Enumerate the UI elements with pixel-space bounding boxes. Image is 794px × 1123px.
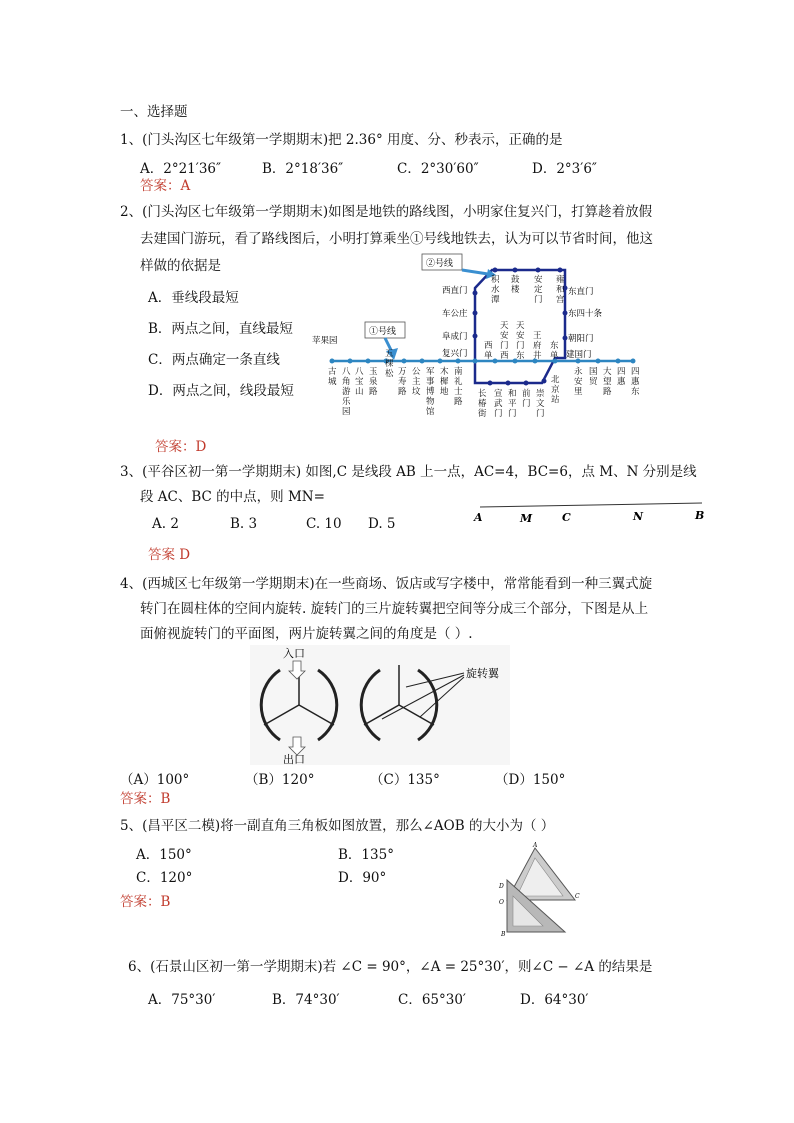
q1-option-a: A．2°21′36″ (140, 161, 222, 177)
q1-option-c: C．2°30′60″ (397, 161, 479, 177)
station-fuxingmen: 复兴门 (442, 349, 468, 359)
svg-text:贸: 贸 (589, 377, 598, 387)
svg-text:礼: 礼 (454, 377, 463, 387)
svg-text:永: 永 (574, 367, 583, 377)
section-title: 一、选择题 (120, 104, 188, 120)
svg-text:楼: 楼 (511, 285, 520, 295)
q5-option-b: B．135° (338, 847, 394, 863)
svg-text:椿: 椿 (478, 399, 487, 409)
q1-option-b: B．2°18′36″ (262, 161, 344, 177)
svg-text:木: 木 (440, 367, 449, 377)
svg-text:西: 西 (484, 341, 493, 351)
svg-text:士: 士 (454, 387, 463, 397)
q1-answer: 答案：A (140, 178, 191, 194)
q6-option-c: C．65°30′ (398, 992, 467, 1008)
svg-text:大: 大 (603, 367, 612, 377)
q3-option-d: D. 5 (368, 516, 396, 532)
svg-text:武: 武 (494, 399, 503, 409)
station-jianguomen: 建国门 (566, 350, 592, 360)
svg-text:泉: 泉 (369, 377, 378, 387)
svg-text:惠: 惠 (631, 377, 640, 387)
svg-text:城: 城 (328, 377, 337, 387)
svg-text:万: 万 (398, 367, 407, 377)
svg-text:坟: 坟 (412, 387, 421, 397)
svg-text:八: 八 (342, 367, 351, 377)
svg-text:军: 军 (426, 367, 435, 377)
q6-option-d: D．64°30′ (520, 992, 589, 1008)
svg-text:宣: 宣 (494, 389, 503, 399)
svg-text:路: 路 (398, 387, 407, 397)
station-xizhimen: 西直门 (442, 286, 468, 296)
q6-stem: 6、(石景山区初一第一学期期末)若 ∠C = 90°，∠A = 25°30′，则∠C − ∠A 的结果是 (128, 959, 653, 975)
wing-label: 旋转翼 (466, 667, 499, 680)
q4-stem-line2: 转门在圆柱体的空间内旋转. 旋转门的三片旋转翼把空间等分成三个部分，下图是从上 (140, 601, 649, 617)
svg-text:北: 北 (551, 375, 560, 385)
svg-text:门: 门 (500, 341, 509, 351)
q5-label-b: B (501, 931, 506, 938)
station-dongsishitiao: 东四十条 (568, 309, 603, 319)
station-chegongzhuang: 车公庄 (442, 309, 468, 319)
svg-text:望: 望 (603, 377, 612, 387)
svg-text:樨: 樨 (440, 377, 449, 387)
svg-text:文: 文 (536, 399, 545, 409)
q5-label-o: O (499, 899, 504, 906)
triangle-set-figure (495, 840, 585, 940)
svg-text:游: 游 (342, 387, 351, 397)
q3-option-a: A. 2 (152, 516, 179, 532)
svg-text:南: 南 (454, 367, 463, 377)
entrance-label: 入口 (283, 647, 305, 660)
svg-text:门: 门 (534, 295, 543, 305)
svg-text:门: 门 (508, 409, 517, 419)
q5-option-d: D．90° (338, 870, 387, 886)
q2-stem-line3: 样做的依据是 (140, 258, 221, 274)
q3-answer: 答案 D (148, 547, 191, 563)
label-n: N (633, 510, 644, 523)
svg-text:主: 主 (412, 377, 421, 387)
q6-option-a: A．75°30′ (148, 992, 216, 1008)
svg-text:山: 山 (355, 387, 364, 397)
q4-stem-line3: 面俯视旋转门的平面图，两片旋转翼之间的角度是（ ）. (140, 626, 473, 642)
q5-answer: 答案：B (120, 894, 171, 910)
svg-text:事: 事 (426, 377, 435, 387)
q5-label-c: C (575, 893, 580, 900)
q4-answer: 答案：B (120, 791, 171, 807)
q5-label-a: A (533, 842, 538, 849)
svg-text:玉: 玉 (369, 367, 378, 377)
segment-figure (470, 497, 710, 527)
label-c: C (562, 511, 571, 524)
svg-text:五: 五 (385, 349, 394, 359)
svg-text:四: 四 (631, 367, 640, 377)
label-m: M (520, 512, 533, 525)
svg-text:西: 西 (500, 351, 509, 361)
svg-text:博: 博 (426, 387, 435, 397)
q5-option-a: A．150° (136, 847, 192, 863)
svg-text:惠: 惠 (617, 377, 626, 387)
svg-text:宫: 宫 (556, 295, 565, 305)
svg-text:鼓: 鼓 (511, 275, 520, 285)
svg-text:平: 平 (508, 399, 517, 409)
svg-text:雍: 雍 (556, 275, 565, 285)
q5-stem: 5、(昌平区二模)将一副直角三角板如图放置，那么∠AOB 的大小为（ ） (120, 818, 555, 834)
q5-label-d: D (499, 883, 504, 890)
svg-text:单: 单 (484, 351, 493, 361)
q3-option-b: B. 3 (230, 516, 258, 532)
svg-text:安: 安 (534, 275, 543, 285)
svg-text:门: 门 (522, 399, 531, 409)
svg-text:八: 八 (355, 367, 364, 377)
svg-text:井: 井 (533, 351, 542, 361)
svg-text:安: 安 (500, 331, 509, 341)
line1-label: ①号线 (369, 327, 397, 337)
svg-text:门: 门 (494, 409, 503, 419)
q2-option-b: B．两点之间，直线最短 (148, 321, 293, 337)
svg-text:门: 门 (516, 341, 525, 351)
svg-text:门: 门 (536, 409, 545, 419)
svg-text:四: 四 (617, 367, 626, 377)
svg-text:街: 街 (478, 409, 487, 419)
svg-text:松: 松 (385, 369, 394, 379)
q3-stem-line2: 段 AC、BC 的中点，则 MN= (140, 489, 325, 505)
q5-option-c: C．120° (136, 870, 193, 886)
svg-text:路: 路 (369, 387, 378, 397)
svg-text:里: 里 (574, 387, 583, 397)
svg-text:府: 府 (533, 341, 542, 351)
q2-answer: 答案：D (155, 439, 207, 455)
svg-text:寿: 寿 (398, 377, 407, 387)
q1-stem: 1、(门头沟区七年级第一学期期末)把 2.36° 用度、分、秒表示，正确的是 (120, 132, 563, 148)
svg-text:宝: 宝 (355, 377, 364, 387)
q4-option-d: （D）150° (495, 772, 566, 788)
svg-text:乐: 乐 (342, 397, 351, 407)
svg-text:路: 路 (603, 387, 612, 397)
svg-text:安: 安 (516, 331, 525, 341)
q4-option-b: （B）120° (245, 772, 315, 788)
svg-text:物: 物 (426, 397, 435, 407)
svg-text:潭: 潭 (491, 295, 500, 305)
svg-text:和: 和 (508, 389, 517, 399)
revolving-door-figure (250, 645, 510, 765)
svg-text:园: 园 (342, 407, 351, 417)
q2-stem-line2: 去建国门游玩，看了路线图后，小明打算乘坐①号线地铁去，认为可以节省时间，他这 (140, 231, 653, 247)
svg-text:古: 古 (328, 367, 337, 377)
subway-map (310, 248, 650, 428)
svg-text:王: 王 (533, 331, 542, 341)
svg-text:东: 东 (631, 387, 640, 397)
q4-stem-line1: 4、(西城区七年级第一学期期末)在一些商场、饭店或写字楼中，常常能看到一种三翼式旋 (120, 576, 653, 592)
svg-text:棵: 棵 (385, 359, 394, 369)
svg-text:天: 天 (516, 321, 525, 331)
q2-option-c: C．两点确定一条直线 (148, 352, 280, 368)
svg-text:单: 单 (550, 351, 559, 361)
svg-text:前: 前 (522, 389, 531, 399)
svg-text:站: 站 (551, 395, 560, 405)
station-pingguoyuan: 苹果园 (312, 336, 338, 346)
q2-option-a: A．垂线段最短 (148, 290, 239, 306)
q4-option-c: （C）135° (370, 772, 440, 788)
exit-label: 出口 (283, 753, 305, 765)
q2-stem-line1: 2、(门头沟区七年级第一学期期末)如图是地铁的路线图，小明家住复兴门，打算趁着放假 (120, 204, 653, 220)
line2-label: ②号线 (426, 259, 454, 269)
svg-text:京: 京 (551, 385, 560, 395)
svg-text:路: 路 (454, 397, 463, 407)
svg-text:东: 东 (516, 351, 525, 361)
q3-stem-line1: 3、(平谷区初一第一学期期末) 如图,C 是线段 AB 上一点，AC=4，BC=6，点 M、N 分别是线 (120, 464, 697, 480)
svg-text:水: 水 (491, 285, 500, 295)
q3-option-c: C. 10 (306, 516, 342, 532)
label-a: A (474, 511, 483, 524)
svg-text:东: 东 (550, 341, 559, 351)
svg-text:和: 和 (556, 285, 565, 295)
svg-text:角: 角 (342, 377, 351, 387)
q1-option-d: D．2°3′6″ (532, 161, 597, 177)
svg-text:公: 公 (412, 367, 421, 377)
label-b: B (695, 509, 705, 522)
station-fuchengmen: 阜成门 (442, 332, 468, 342)
svg-text:长: 长 (478, 389, 487, 399)
svg-text:地: 地 (440, 387, 449, 397)
svg-text:积: 积 (491, 275, 500, 285)
svg-text:馆: 馆 (426, 407, 435, 417)
q4-option-a: （A）100° (120, 772, 190, 788)
svg-text:定: 定 (534, 285, 543, 295)
q2-option-d: D．两点之间，线段最短 (148, 383, 294, 399)
q6-option-b: B．74°30′ (272, 992, 340, 1008)
svg-text:天: 天 (500, 321, 509, 331)
svg-text:安: 安 (574, 377, 583, 387)
station-dongzhimen: 东直门 (568, 287, 594, 297)
station-chaoyangmen: 朝阳门 (568, 334, 594, 344)
svg-text:崇: 崇 (536, 389, 545, 399)
svg-text:国: 国 (589, 367, 598, 377)
